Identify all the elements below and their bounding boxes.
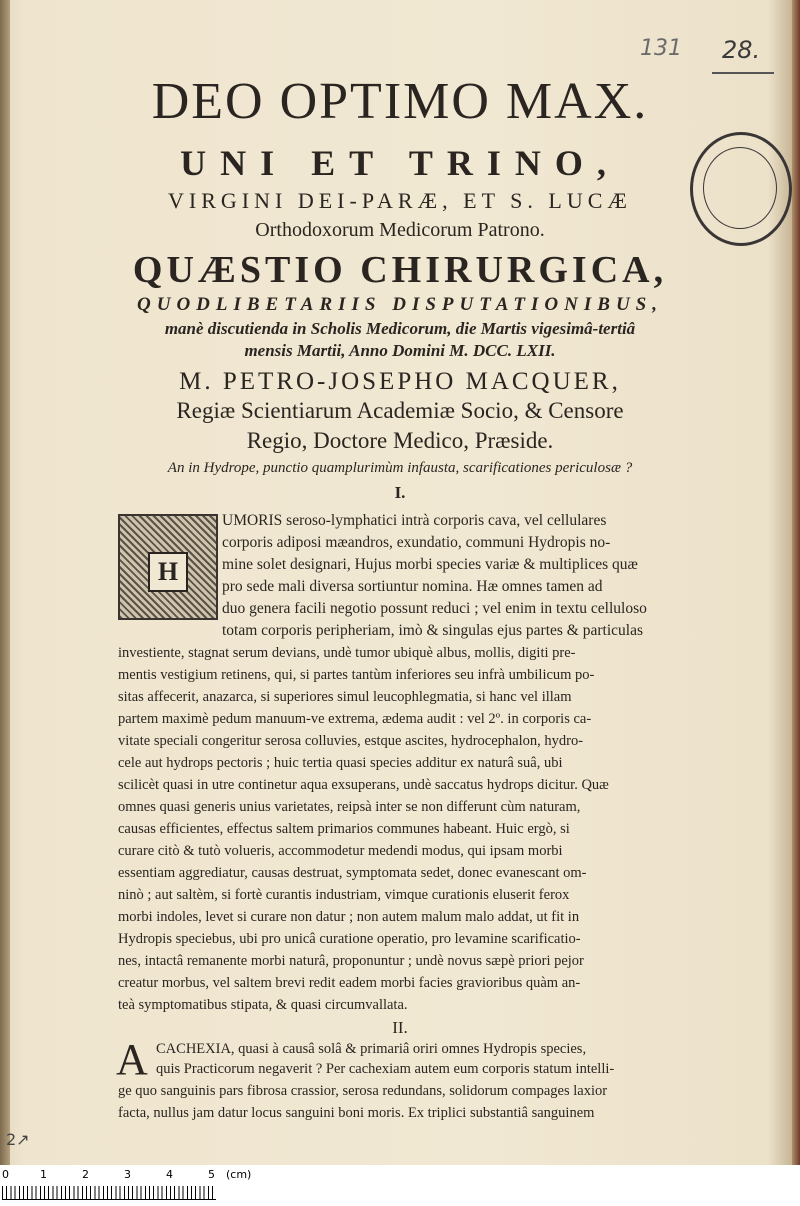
trinity-heading: UNI ET TRINO,: [180, 143, 620, 183]
body-line: teà symptomatibus stipata, & quasi circumvallata.: [118, 997, 408, 1013]
president-name: M. PETRO-JOSEPHO MACQUER,: [179, 368, 621, 395]
body-line: ge quo sanguinis pars fibrosa crassior, serosa redundans, solidorum compages laxior: [118, 1083, 608, 1099]
body-line: partem maximè pedum manuum-ve extrema, ædema audit : vel 2º. in corporis ca-: [118, 711, 592, 727]
body-line: pro sede mali diversa sortiuntur nomina. Hæ omnes tamen ad: [222, 578, 603, 595]
body-line: causas efficientes, effectus saltem primarios communes habeant. Huic ergò, si: [118, 821, 570, 837]
ruler-ticks: [2, 1186, 216, 1200]
body-line: duo genera facili negotio possunt reduci ; vel enim in textu celluloso: [222, 600, 647, 617]
body-line: vitate speciali congeritur serosa colluvies, estque ascites, hydrocephalon, hydro-: [118, 733, 584, 749]
ruler-label: 4: [166, 1168, 173, 1181]
section-numeral-2: II.: [392, 1018, 408, 1037]
virgin-heading: VIRGINI DEI-PARÆ, ET S. LUCÆ: [168, 188, 632, 213]
body-line: totam corporis peripheriam, imò & singulas ejus partes & particulas: [222, 622, 643, 639]
president-title-1: Regiæ Scientiarum Academiæ Socio, & Censore: [176, 398, 624, 423]
ruler-baseline: [2, 1199, 216, 1200]
section2-initial: A: [116, 1035, 148, 1084]
body-line: UMORIS seroso-lymphatici intrà corporis cava, vel cellulares: [222, 512, 607, 529]
body-line: mentis vestigium retinens, qui, si partes tantùm inferiores seu infrà umbilicum po-: [118, 667, 595, 683]
body-line: ninò ; aut saltèm, si fortè curantis industriam, vimque curationis eluserit ferox: [118, 887, 570, 903]
ruler-label: 3: [124, 1168, 131, 1181]
scale-ruler: [0, 1165, 800, 1206]
ruler-label: 2: [82, 1168, 89, 1181]
body-line: investiente, stagnat serum devians, undè tumor ubiquè albus, mollis, digiti pre-: [118, 645, 576, 661]
body-line: essentiam aggrediatur, causas destruat, symptomata sedet, donec evanescant om-: [118, 865, 587, 881]
ink-annotation: 28.: [722, 36, 761, 64]
ruler-label: 0: [2, 1168, 9, 1181]
body-line: facta, nullus jam datur locus sanguini boni moris. Ex triplici substantiâ sanguinem: [118, 1105, 595, 1121]
body-line: Hydropis speciebus, ubi pro unicâ curatione operatio, pro levamine scarificatio-: [118, 931, 581, 947]
date-line-2: mensis Martii, Anno Domini M. DCC. LXII.: [244, 341, 556, 360]
ruler-label: 1: [40, 1168, 47, 1181]
margin-mark: 2↗: [6, 1130, 30, 1149]
ornamental-dropcap: [118, 514, 218, 620]
ruler-label: 5: [208, 1168, 215, 1181]
body-line: creatur morbus, vel saltem brevi redit eadem morbi facies gravioribus quàm an-: [118, 975, 581, 991]
body-line: quis Practicorum negaverit ? Per cachexiam autem eum corporis statum intelli-: [156, 1061, 615, 1077]
body-line: omnes quasi generis unius varietates, reipsà inter se non differunt cùm naturam,: [118, 799, 581, 815]
body-line: scilicèt quasi in utre continetur aqua exsuperans, undè saccatus hydrops dicitur. Quæ: [118, 777, 609, 793]
section-numeral-1: I.: [394, 483, 406, 502]
date-line-1: manè discutienda in Scholis Medicorum, die Martis vigesimâ-tertiâ: [164, 319, 636, 338]
body-line: mine solet designari, Hujus morbi species variæ & multiplices quæ: [222, 556, 638, 573]
thesis-question: An in Hydrope, punctio quamplurimùm infausta, scarificationes periculosæ ?: [167, 460, 633, 476]
body-line: CACHEXIA, quasi à causâ solâ & primariâ oriri omnes Hydropis species,: [156, 1041, 587, 1057]
body-line: morbi indoles, levet si curare non datur ; non autem malum malo addat, ut fit in: [118, 909, 580, 925]
president-title-2: Regio, Doctore Medico, Præside.: [246, 428, 554, 453]
body-line: nes, intactâ remanente morbi naturâ, proponuntur ; undè novus sæpè priori pejor: [118, 953, 584, 969]
body-line: sitas affecerit, anazarca, si superiores simul leucophlegmatia, si hanc vel illam: [118, 689, 572, 705]
body-line: curare citò & tutò volueris, accommodetur medendi modus, qui ipsam morbi: [118, 843, 563, 859]
pencil-annotation: 131: [640, 36, 682, 61]
patron-line: Orthodoxorum Medicorum Patrono.: [255, 219, 545, 241]
ruler-unit: (cm): [226, 1168, 252, 1181]
disputations-line: QUODLIBETARIIS DISPUTATIONIBUS,: [137, 294, 663, 315]
dedication-heading: DEO OPTIMO MAX.: [151, 73, 649, 130]
body-line: cele aut hydrops pectoris ; huic tertia quasi species additur ex naturâ suâ, ubi: [118, 755, 563, 771]
question-title: QUÆSTIO CHIRURGICA,: [132, 249, 668, 291]
body-line: corporis adiposi mæandros, exundatio, communi Hydropis no-: [222, 534, 611, 551]
dropcap-letter: H: [148, 552, 188, 592]
